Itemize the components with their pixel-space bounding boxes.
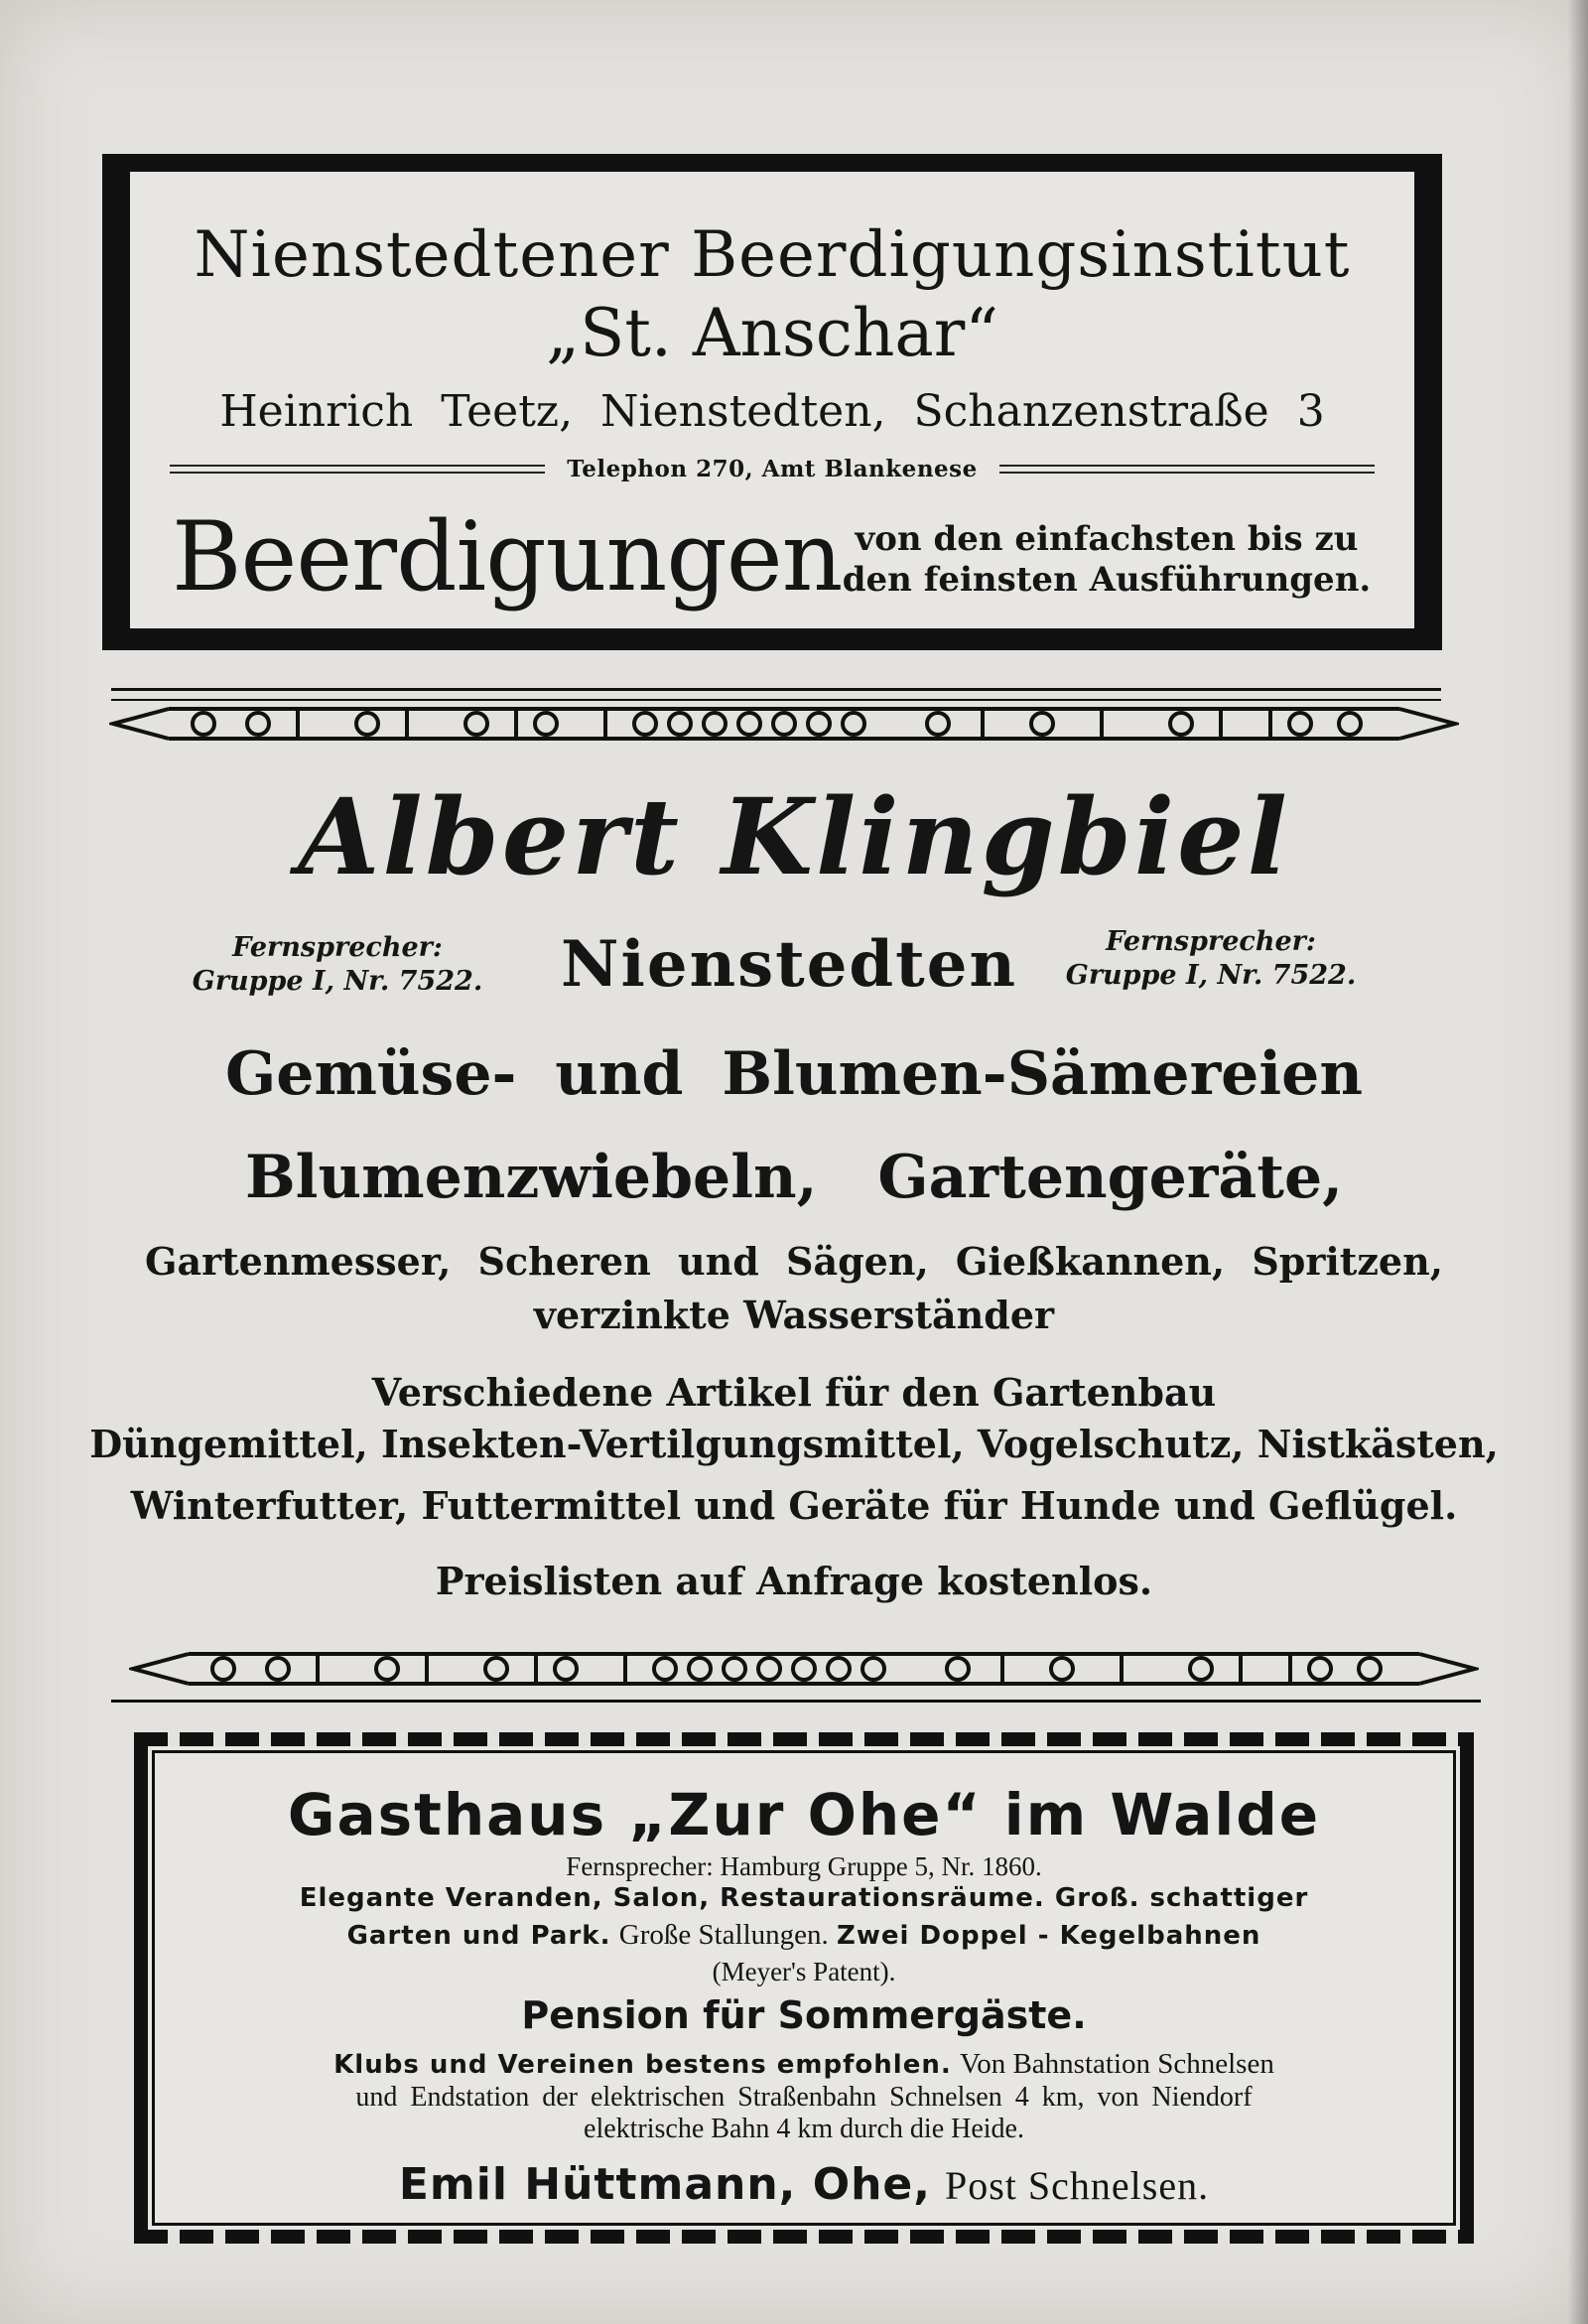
inn-stables: Große Stallungen. bbox=[618, 1919, 829, 1951]
seed-line-6: Düngemittel, Insekten-Vertilgungsmittel, Vogelschutz, Nistkästen, bbox=[89, 1422, 1499, 1466]
funeral-title: Nienstedtener Beerdigungsinstitut bbox=[194, 218, 1351, 292]
inn-clubs-bold: Klubs und Vereinen bestens empfohlen. bbox=[333, 2050, 952, 2080]
inn-clubs bbox=[148, 2050, 1460, 2079]
seed-line-4: verzinkte Wasserständer bbox=[533, 1293, 1055, 1337]
double-rule-right bbox=[999, 465, 1375, 474]
inn-clubs-regular: Von Bahnstation Schnelsen bbox=[960, 2048, 1274, 2080]
phone-left bbox=[174, 931, 501, 999]
phone-right-label: Fernsprecher: bbox=[1106, 926, 1316, 957]
inn-title: Gasthaus „Zur Ohe“ im Walde bbox=[287, 1781, 1321, 1848]
inn-phone: Fernsprecher: Hamburg Gruppe 5, Nr. 1860. bbox=[566, 1851, 1042, 1881]
shop-town: Nienstedten bbox=[561, 927, 1017, 1002]
seed-line-3: Gartenmesser, Scheren und Sägen, Gießkannen, Spritzen, bbox=[145, 1239, 1443, 1284]
funeral-telephone: Telephon 270, Amt Blankenese bbox=[567, 456, 978, 482]
funeral-tagline bbox=[829, 519, 1385, 601]
funeral-subtitle: „St. Anschar“ bbox=[545, 295, 999, 371]
phone-right-number: Gruppe I, Nr. 7522. bbox=[1065, 959, 1357, 991]
inn-features-line-1: Elegante Veranden, Salon, Restaurationsräume. Groß. schattiger bbox=[299, 1883, 1309, 1913]
funeral-headline: Beerdigungen bbox=[172, 501, 843, 613]
phone-left-number: Gruppe I, Nr. 7522. bbox=[192, 965, 483, 997]
inn-owner bbox=[148, 2159, 1460, 2210]
seed-line-8: Preislisten auf Anfrage kostenlos. bbox=[435, 1559, 1153, 1603]
scroll-ornament-icon bbox=[129, 1646, 1479, 1692]
seed-line-2: Blumenzwiebeln, Gartengeräte, bbox=[244, 1143, 1344, 1212]
ornament-band-bottom bbox=[129, 1646, 1479, 1692]
seed-line-1: Gemüse- und Blumen-Sämereien bbox=[225, 1039, 1363, 1109]
inn-patent: (Meyer's Patent). bbox=[712, 1957, 896, 1986]
inn-owner-name: Emil Hüttmann, Ohe, bbox=[398, 2159, 931, 2210]
section-divider bbox=[111, 688, 1441, 701]
inn-advertisement bbox=[134, 1732, 1474, 2244]
inn-pension: Pension für Sommergäste. bbox=[521, 1993, 1087, 2037]
ornament-band-top bbox=[109, 701, 1459, 747]
inn-bowling: Zwei Doppel - Kegelbahnen bbox=[837, 1921, 1261, 1951]
inn-directions-line-2: elektrische Bahn 4 km durch die Heide. bbox=[584, 2114, 1024, 2144]
phone-left-label: Fernsprecher: bbox=[232, 932, 443, 963]
shop-owner-name: Albert Klingbiel bbox=[298, 774, 1290, 898]
tagline-line-1: von den einfachsten bis zu bbox=[855, 519, 1359, 559]
funeral-address: Heinrich Teetz, Nienstedten, Schanzenstraße 3 bbox=[219, 386, 1325, 437]
section-divider-lower bbox=[111, 1700, 1481, 1703]
funeral-advertisement bbox=[102, 154, 1442, 650]
phone-right bbox=[1047, 925, 1375, 993]
inn-features-line-2 bbox=[148, 1921, 1460, 1950]
seed-line-5: Verschiedene Artikel für den Gartenbau bbox=[371, 1370, 1217, 1415]
inn-directions-line-1: und Endstation der elektrischen Straßenbahn Schnelsen 4 km, von Niendorf bbox=[355, 2082, 1253, 2113]
tagline-line-2: den feinsten Ausführungen. bbox=[842, 559, 1372, 600]
double-rule-left bbox=[170, 465, 545, 474]
inn-post: Post Schnelsen. bbox=[944, 2163, 1210, 2208]
seed-line-7: Winterfutter, Futtermittel und Geräte für Hunde und Geflügel. bbox=[130, 1483, 1458, 1528]
scroll-ornament-icon bbox=[109, 701, 1459, 747]
telephone-row bbox=[170, 456, 1375, 482]
inn-garden: Garten und Park. bbox=[346, 1921, 611, 1951]
